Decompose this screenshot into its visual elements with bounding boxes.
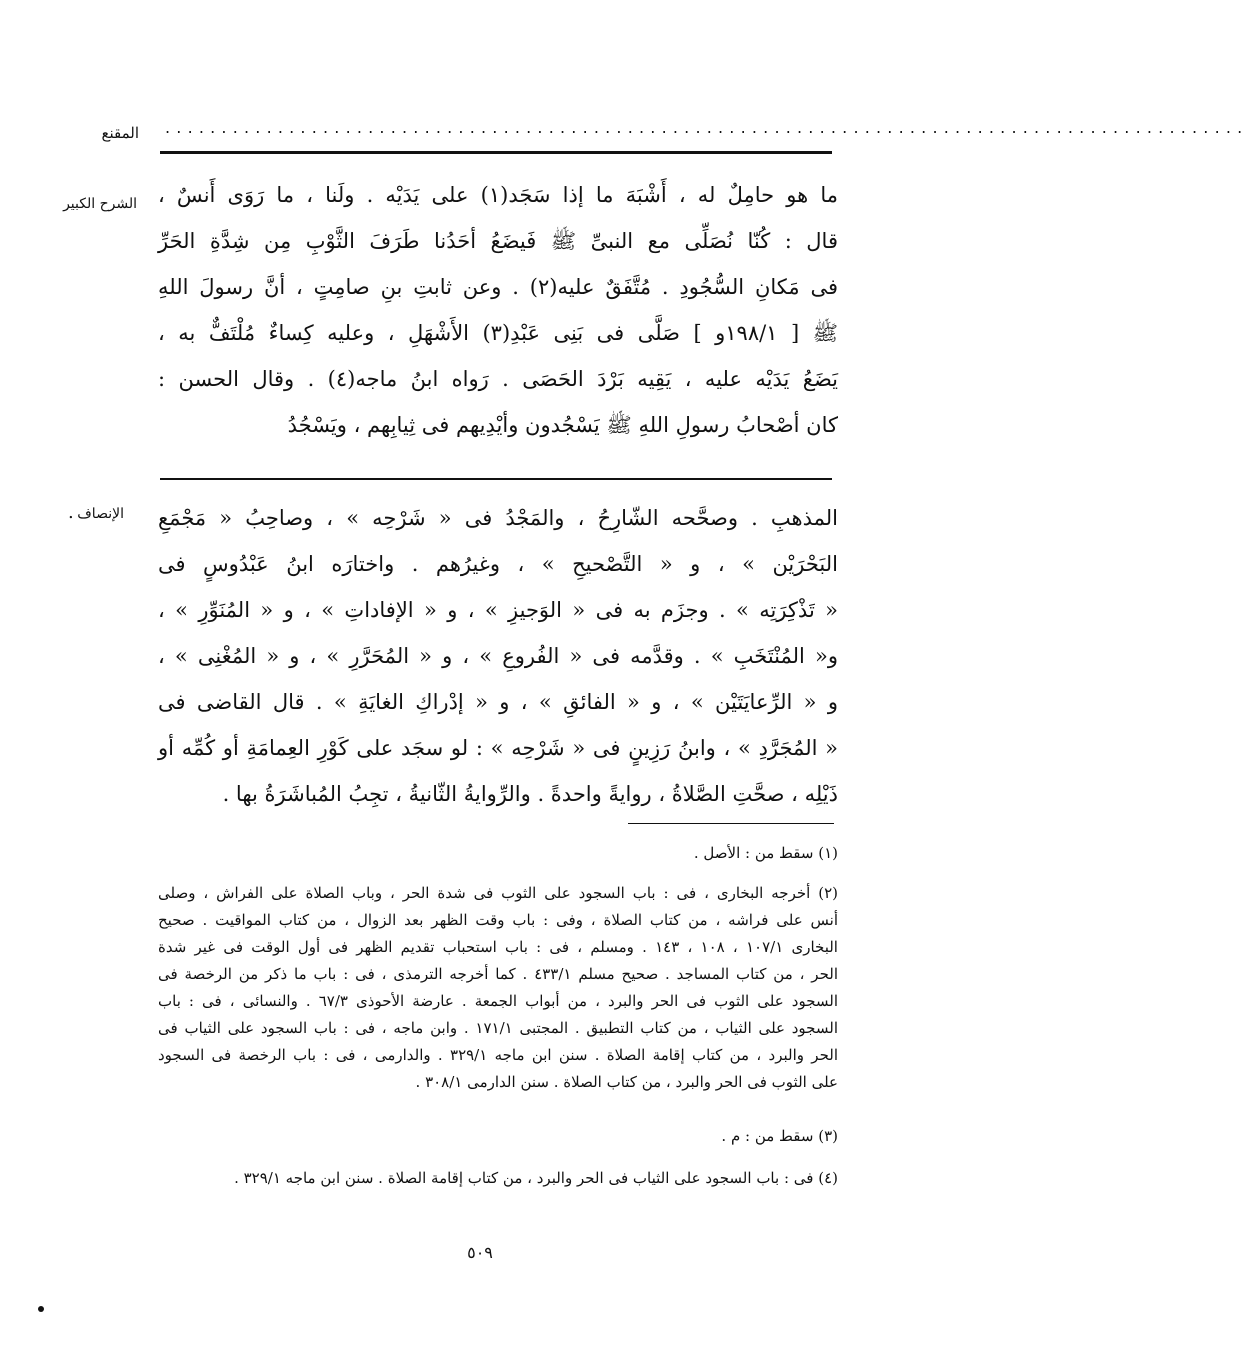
footnote-line: البخارى ١٠٧/١ ، ١٠٨ ، ١٤٣ . ومسلم ، فى : باب استحباب تقديم الظهر فى أول الوقت فى غير شدة <box>158 938 838 956</box>
footnote-line: (٣) سقط من : م . <box>721 1127 838 1145</box>
footnote-line: أنس على فراشه ، من كتاب الصلاة ، وفى : باب وقت الظهر بعد الزوال ، من كتاب المواقيت . صحيح <box>158 911 838 929</box>
insaf-line: و « الرِّعايَتَيْن » ، و « الفائقِ » ، و « إدْراكِ الغايَةِ » . قال القاضى فى <box>158 690 838 714</box>
insaf-label-dot: . <box>68 502 74 523</box>
header-rule <box>160 151 832 154</box>
insaf-line: و« المُنْتَخَبِ » . وقدَّمه فى « الفُروعِ » ، و « المُحَرَّرِ » ، و « المُغْنِى » ، <box>158 644 838 668</box>
footnote-4 <box>158 1165 838 1192</box>
insaf-line: المذهبِ . وصحَّحه الشّارِحُ ، والمَجْدُ فى « شَرْحِه » ، وصاحِبُ « مَجْمَعِ <box>158 506 839 530</box>
insaf-side-label: الإنصاف <box>77 506 124 522</box>
page-number: ٥٠٩ <box>467 1243 493 1262</box>
running-header-title: المقنع <box>101 124 139 142</box>
sharh-side-label: الشرح الكبير <box>63 196 137 212</box>
footnote-line: الحر ، من كتاب المساجد . صحيح مسلم ٤٣٣/١ . كما أخرجه الترمذى ، فى : باب ما ذكر من الرخصة فى <box>158 965 838 983</box>
insaf-line: « تَذْكِرَتِه » . وجزَم به فى « الوَجيزِ » ، و « الإفاداتِ » ، و « المُنَوِّرِ » ، <box>158 598 838 622</box>
insaf-line: البَحْرَيْن » ، و « التَّصْحيحِ » ، وغيرُهم . واختارَه ابنُ عَبْدُوسٍ فى <box>158 552 838 576</box>
insaf-line: ذَيْلِه ، صحَّتِ الصَّلاةُ ، روايةً واحدةً . والرِّوايةُ الثّانيةُ ، تجِبُ المُباشَرَةُ بها . <box>222 782 838 806</box>
scan-speck-mark <box>38 1306 44 1312</box>
header-dotted-leader: ................................................................................................ <box>165 118 1248 137</box>
insaf-text-block <box>158 495 838 817</box>
footnote-2 <box>158 880 838 1096</box>
footnote-separator <box>628 823 834 824</box>
sharh-line: فى مَكانِ السُّجُودِ . مُتَّفَقٌ عليه(٢) . وعن ثابتِ بنِ صامِتٍ ، أنَّ رسولَ اللهِ <box>158 275 839 299</box>
footnote-line: السجود على الثوب فى الحر والبرد ، من أبواب الجمعة . عارضة الأحوذى ٦٧/٣ . والنسائى ، فى : باب <box>158 992 838 1010</box>
sharh-line: قال : كُنّا نُصَلِّى مع النبىِّ ﷺ فَيضَعُ أحَدُنا طَرَفَ الثَّوْبِ مِن شِدَّةِ الحَرِّ <box>158 229 838 253</box>
sharh-text-block <box>158 172 838 448</box>
sharh-line: كان أصْحابُ رسولِ اللهِ ﷺ يَسْجُدون وأيْدِيهم فى ثِيابِهم ، ويَسْجُدُ <box>287 413 838 437</box>
footnote-line: على الثوب فى الحر والبرد ، من كتاب الصلاة . سنن الدارمى ٣٠٨/١ . <box>415 1073 838 1091</box>
footnote-line: الحر والبرد ، من كتاب إقامة الصلاة . سنن ابن ماجه ٣٢٩/١ . والدارمى ، فى : باب الرخصة فى السجود <box>158 1046 838 1064</box>
sharh-line: يَضَعُ يَدَيْه عليه ، يَقِيه بَرْدَ الحَصَى . رَواه ابنُ ماجه(٤) . وقال الحسن : <box>158 367 838 391</box>
footnote-3 <box>158 1123 838 1150</box>
sharh-line: ﷺ [ ١٩٨/١و ] صَلَّى فى بَنِى عَبْدِ(٣) الأَشْهَلِ ، وعليه كِساءٌ مُلْتَفٌّ به ، <box>158 321 838 345</box>
footnote-line: (١) سقط من : الأصل . <box>693 844 838 862</box>
insaf-line: « المُجَرَّدِ » ، وابنُ رَزِينٍ فى « شَرْحِه » : لو سجَد على كَوْرِ العِمامَةِ أو كُمِّه أو <box>158 736 838 760</box>
footnote-1 <box>158 840 838 867</box>
sharh-line: ما هو حامِلٌ له ، أَشْبَهَ ما إذا سَجَد(١) على يَدَيْه . ولَنا ، ما رَوَى أَنسٌ ، <box>158 183 838 207</box>
footnote-line: السجود على الثياب ، من كتاب التطبيق . المجتبى ١٧١/١ . وابن ماجه ، فى : باب السجود على الثياب فى <box>158 1019 838 1037</box>
footnote-line: (٤) فى : باب السجود على الثياب فى الحر والبرد ، من كتاب إقامة الصلاة . سنن ابن ماجه ٣٢٩/١ . <box>234 1169 838 1187</box>
section-divider <box>160 478 832 480</box>
footnote-line: (٢) أخرجه البخارى ، فى : باب السجود على الثوب فى شدة الحر ، وباب الصلاة على الفراش ، وصلى <box>158 884 838 902</box>
